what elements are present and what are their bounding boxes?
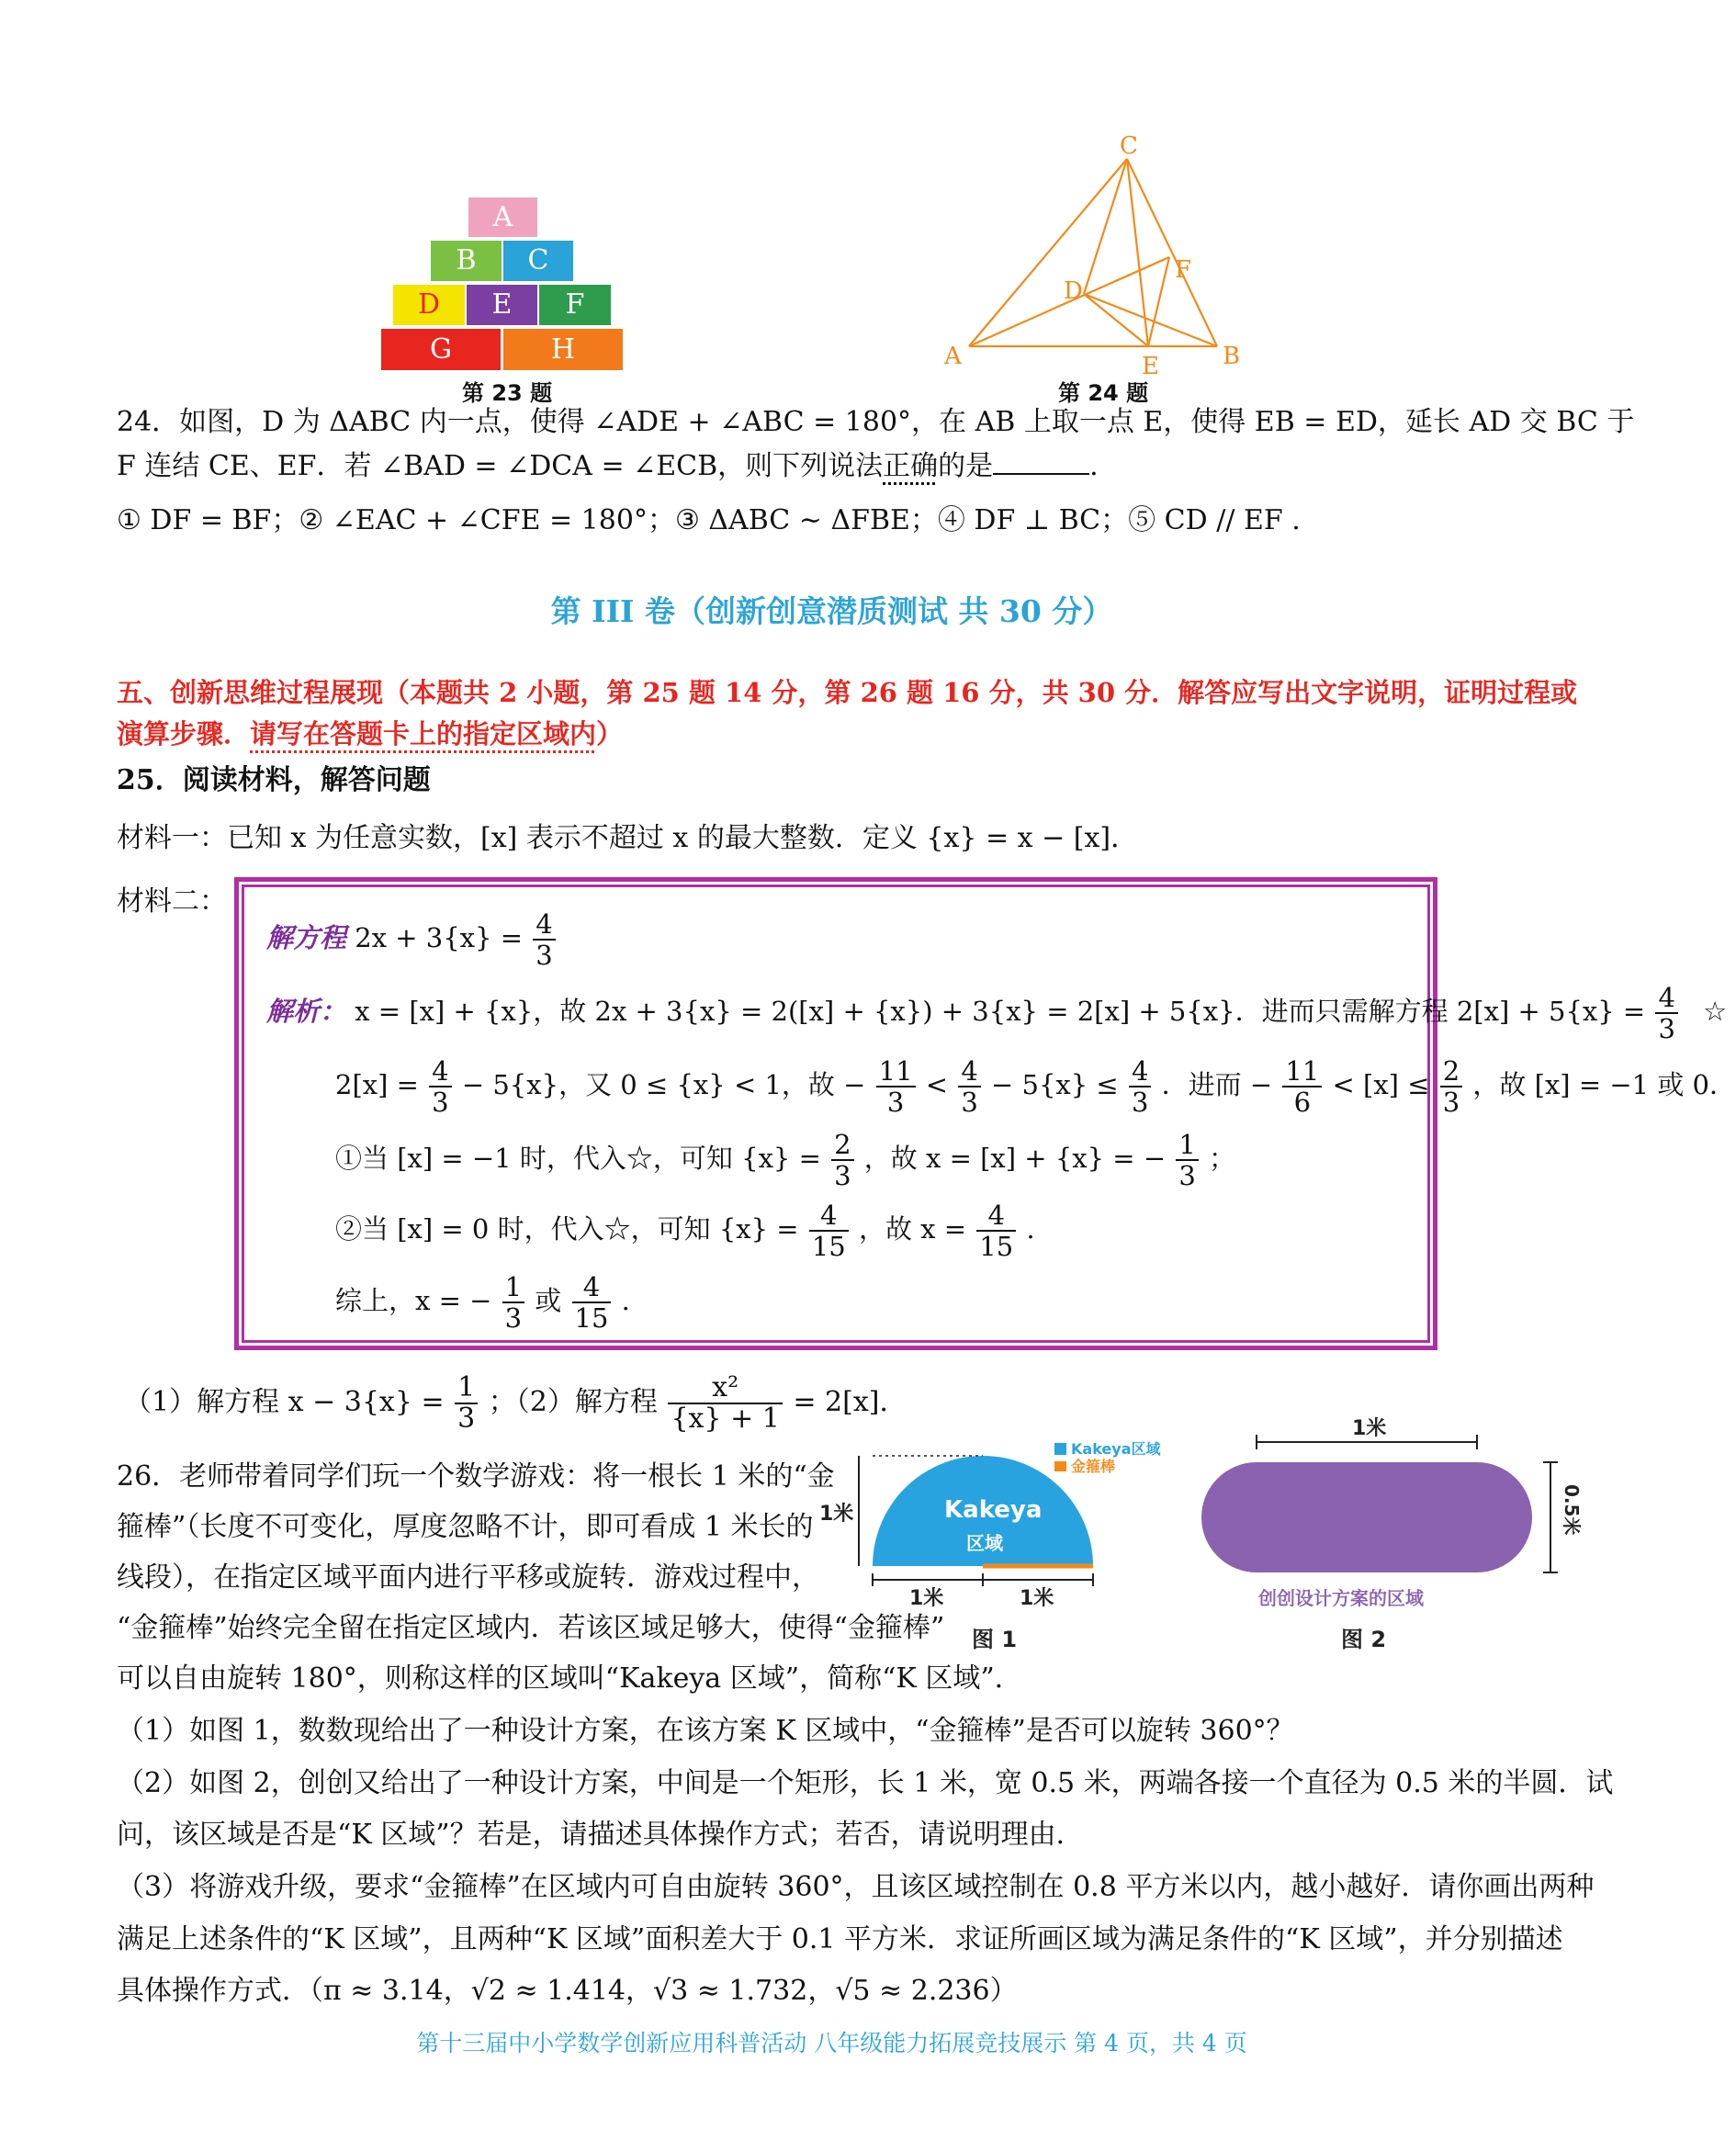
l3-a: 2[x] = (335, 1069, 419, 1100)
segment-fe (1148, 257, 1169, 346)
label-a: A (944, 343, 962, 370)
frac-4-3-d: $\frac{4}{3}$ (958, 1056, 980, 1117)
sub-c: = 2[x]． (793, 1386, 907, 1418)
part5-line2-a: 演算步骤． (117, 718, 251, 749)
figure-24-caption: 第 24 题 (1058, 380, 1149, 406)
box-line2 (266, 983, 1727, 1043)
block-c: C (503, 241, 573, 281)
solve-label: 解方程 (266, 922, 347, 953)
figure-23 (381, 197, 625, 372)
block-f: F (539, 285, 611, 325)
q24-line2-a: F 连结 CE、EF．若 ∠BAD = ∠DCA = ∠ECB，则下列说法 (117, 450, 884, 482)
part5-line1: 五、创新思维过程展现（本题共 2 小题，第 25 题 14 分，第 26 题 16 分，共 30 分．解答应写出文字说明，证明过程或 (117, 677, 1578, 708)
segment-de (1084, 294, 1148, 346)
q26-line8: 问，该区域是否是“K 区域”？若是，请描述具体操作方式；若否，请说明理由． (117, 1819, 1084, 1851)
figure-1-caption: 图 1 (972, 1627, 1018, 1652)
q26-line4: “金箍棒”始终完全留在指定区域内．若该区域足够大，使得“金箍棒” (117, 1612, 945, 1644)
segment-cd (1084, 159, 1127, 294)
region-caption: 创创设计方案的区域 (1258, 1587, 1424, 1609)
l3-f: < [x] ≤ (1332, 1069, 1430, 1100)
figure-23-caption: 第 23 题 (462, 380, 553, 406)
q25-material2-label: 材料二： (117, 885, 227, 918)
l3-e: ．进而 − (1161, 1069, 1273, 1100)
answer-blank (993, 449, 1089, 475)
q24-line1: 24．如图，D 为 ΔABC 内一点，使得 ∠ADE + ∠ABC = 180°，在 AB 上取一点 E，使得 EB = ED，延长 AD 交 BC 于 (117, 406, 1635, 438)
region-inner-label: Kakeya (944, 1496, 1043, 1524)
figure-2 (1194, 1414, 1598, 1653)
sub-a: （1）解方程 x − 3{x} = (124, 1386, 445, 1418)
q25-title: 25．阅读材料，解答问题 (117, 764, 431, 796)
frac-4-3-c: $\frac{4}{3}$ (429, 1056, 451, 1117)
region-inner-label-2: 区域 (966, 1532, 1003, 1554)
q25-subquestions (124, 1373, 907, 1434)
page-footer: 第十三届中小学数学创新应用科普活动 八年级能力拓展竞技展示 第 4 页，共 4 页 (416, 2030, 1247, 2056)
block-h: H (503, 329, 623, 370)
frac-x2: $\frac{\text{x²}}{\{x\} + 1}$ (668, 1373, 782, 1434)
q24-line2 (117, 448, 1099, 485)
q26-line9: （3）将游戏升级，要求“金箍棒”在区域内可自由旋转 360°，且该区域控制在 0.8 平方米以内，越小越好．请你画出两种 (117, 1871, 1595, 1903)
figure-24 (932, 132, 1254, 380)
frac-2-3-b: $\frac{2}{3}$ (831, 1130, 853, 1190)
side-dimension-label: 0.5米 (1561, 1484, 1583, 1536)
section-3-title: 第 III 卷（创新创意潜质测试 共 30 分） (550, 593, 1113, 629)
l3-d: − 5{x} ≤ (990, 1069, 1119, 1100)
q26-line10: 满足上述条件的“K 区域”，且两种“K 区域”面积差大于 0.1 平方米．求证所画区域为满足条件的“K 区域”，并分别描述 (117, 1923, 1563, 1955)
q25-material1: 材料一：已知 x 为任意实数，[x] 表示不超过 x 的最大整数．定义 {x} = x − [x]． (117, 822, 1139, 854)
q26-line6: （1）如图 1，数数现给出了一种设计方案，在该方案 K 区域中，“金箍棒”是否可以旋转 360°？ (117, 1715, 1294, 1747)
part5-line2-emph: 请写在答题卡上的指定区域内 (250, 718, 597, 749)
q26-line3: 线段），在指定区域平面内进行平移或旋转．游戏过程中， (117, 1561, 819, 1594)
right-width-label: 1米 (1020, 1587, 1054, 1610)
frac-1-3-b: $\frac{1}{3}$ (502, 1272, 524, 1333)
frac-4-3-e: $\frac{4}{3}$ (1129, 1056, 1151, 1117)
frac-2-3: $\frac{2}{3}$ (1440, 1056, 1462, 1117)
l6-b: 或 (535, 1285, 562, 1316)
block-b: B (431, 241, 502, 281)
label-d: D (1064, 277, 1083, 305)
label-c: C (1120, 132, 1138, 160)
box-line6 (335, 1272, 630, 1333)
frac-1-3-c: $\frac{1}{3}$ (455, 1373, 478, 1434)
label-b: B (1223, 343, 1241, 370)
frac-4-15-b: $\frac{4}{15}$ (976, 1200, 1016, 1261)
l3-b: − 5{x}，又 0 ≤ {x} < 1，故 − (461, 1069, 866, 1100)
sub-b: ；（2）解方程 (488, 1386, 658, 1418)
q24-line2-emph: 正确 (883, 450, 939, 482)
legend-swatch-region (1054, 1443, 1066, 1455)
box-eq-lhs: 2x + 3{x} = (355, 922, 523, 953)
block-a: A (468, 197, 537, 237)
l5-a: ②当 [x] = 0 时，代入☆，可知 {x} = (335, 1213, 799, 1245)
q24-options: ① DF = BF；② ∠EAC + ∠CFE = 180°；③ ΔABC ∼ ΔFBE；④ DF ⊥ BC；⑤ CD // EF . (117, 504, 1301, 536)
l3-c: < (925, 1069, 949, 1100)
l5-b: ，故 x = (858, 1213, 967, 1245)
label-f: F (1175, 256, 1192, 284)
star-mark: ☆ (1703, 996, 1728, 1027)
figure-2-caption: 图 2 (1341, 1627, 1387, 1652)
frac-4-3: $\frac{4}{3}$ (533, 909, 555, 970)
l6-c: . (621, 1285, 630, 1316)
figure-1 (808, 1428, 1194, 1653)
part5-line2 (117, 712, 623, 756)
analysis-label: 解析： (266, 996, 347, 1027)
l5-c: . (1026, 1213, 1035, 1245)
q26-line2: 箍棒”（长度不可变化，厚度忽略不计，即可看成 1 米长的 (117, 1511, 814, 1543)
block-e: E (467, 285, 537, 325)
l4-a: ①当 [x] = −1 时，代入☆，可知 {x} = (335, 1143, 821, 1174)
frac-4-3-b: $\frac{4}{3}$ (1655, 983, 1677, 1043)
frac-4-15-c: $\frac{4}{15}$ (572, 1272, 612, 1333)
left-width-label: 1米 (909, 1587, 944, 1610)
l4-b: ，故 x = [x] + {x} = − (863, 1143, 1167, 1174)
edge-cb (1127, 159, 1217, 346)
q24-line2-d: . (1089, 450, 1099, 482)
q26-line11: 具体操作方式．（π ≈ 3.14，√2 ≈ 1.414，√3 ≈ 1.732，√5 ≈ 2.236） (117, 1975, 1018, 2007)
block-d: D (393, 285, 465, 325)
q26-line5: 可以自由旋转 180°，则称这样的区域叫“Kakeya 区域”，简称“K 区域”． (117, 1662, 1022, 1695)
legend-region-label: Kakeya区域 (1071, 1440, 1161, 1458)
l3-g: ，故 [x] = −1 或 0． (1472, 1069, 1736, 1100)
height-label: 1米 (819, 1503, 854, 1526)
box-line5 (335, 1200, 1035, 1261)
top-dimension-label: 1米 (1352, 1417, 1387, 1440)
legend-rod-label: 金箍棒 (1071, 1458, 1116, 1475)
label-e: E (1142, 353, 1159, 380)
l6-a: 综上，x = − (335, 1285, 492, 1316)
q24-line2-c: 的是 (938, 450, 994, 482)
l4-c: ； (1209, 1143, 1236, 1174)
frac-11-3: $\frac{11}{3}$ (876, 1056, 916, 1117)
box-line3 (335, 1056, 1736, 1117)
q26-line1: 26．老师带着同学们玩一个数学游戏：将一根长 1 米的“金 (117, 1460, 835, 1493)
frac-4-15: $\frac{4}{15}$ (809, 1200, 849, 1261)
edge-ac (969, 159, 1127, 346)
frac-11-6: $\frac{11}{6}$ (1282, 1056, 1322, 1117)
frac-1-3: $\frac{1}{3}$ (1176, 1130, 1198, 1190)
box-line4 (335, 1130, 1235, 1190)
analysis-text: x = [x] + {x}，故 2x + 3{x} = 2([x] + {x}) + 3{x} = 2[x] + 5{x}．进而只需解方程 2[x] + 5{x} = (355, 996, 1646, 1027)
box-line1 (266, 909, 558, 970)
legend-swatch-rod (1054, 1461, 1066, 1471)
block-g: G (381, 329, 501, 370)
part5-line2-c: ） (596, 718, 624, 749)
q26-line7: （2）如图 2，创创又给出了一种设计方案，中间是一个矩形，长 1 米，宽 0.5 米，两端各接一个直径为 0.5 米的半圆．试 (117, 1767, 1614, 1799)
stadium-region (1201, 1462, 1532, 1572)
